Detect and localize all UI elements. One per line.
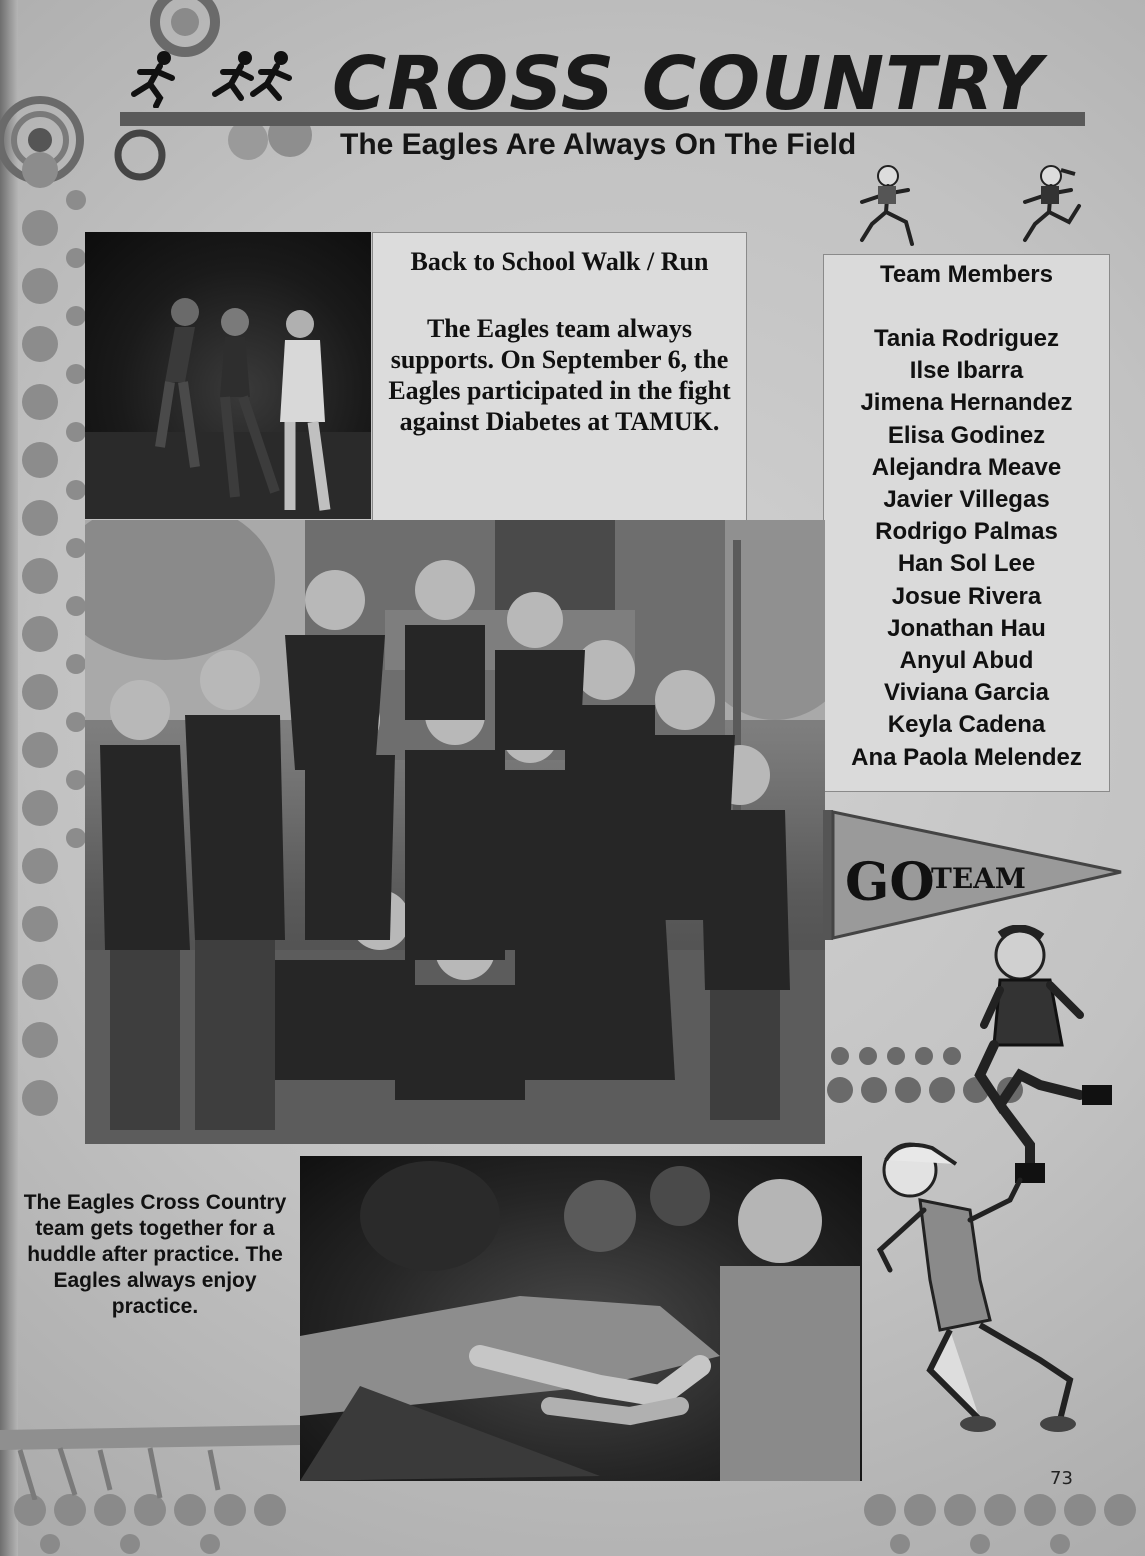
double-runner-icon (205, 48, 305, 108)
member-name: Alejandra Meave (871, 453, 1062, 481)
splatter-decoration (0, 1390, 300, 1500)
cartoon-woman-runner-icon (860, 1130, 1100, 1440)
member-name: Ilse Ibarra (909, 357, 1024, 385)
go-team-pennant (823, 810, 1123, 940)
team-members-list (824, 323, 1109, 774)
team-group-photo (85, 520, 825, 1144)
walk-run-body: The Eagles team always supports. On September 6, the Eagles participated in the fight against Diabetes at TAMUK. (388, 314, 731, 436)
huddle-caption: The Eagles Cross Country team gets together for a huddle after practice. The Eagles always enjoy practice. (23, 1191, 287, 1318)
member-name: Viviana Garcia (884, 679, 1049, 707)
cartoon-runner-icon (842, 160, 942, 255)
walk-run-photo (85, 232, 371, 519)
member-name: Josue Rivera (891, 582, 1042, 610)
member-name: Jonathan Hau (887, 614, 1046, 642)
walk-run-caption-box (372, 232, 747, 522)
walk-run-heading: Back to School Walk / Run (410, 247, 709, 276)
pennant-team-text: TEAM (931, 862, 1026, 895)
member-name: Ana Paola Melendez (851, 743, 1082, 771)
runner-icon (120, 48, 190, 108)
pennant-go-text: GO (845, 852, 935, 913)
member-name: Keyla Cadena (887, 711, 1046, 739)
team-members-heading: Team Members (880, 261, 1053, 288)
member-name: Tania Rodriguez (874, 325, 1059, 352)
huddle-photo (300, 1156, 862, 1481)
page-subtitle: The Eagles Are Always On The Field (340, 128, 857, 161)
member-name: Rodrigo Palmas (875, 518, 1058, 546)
cartoon-runner-icon (1005, 160, 1105, 255)
member-name: Jimena Hernandez (860, 389, 1073, 417)
member-name: Elisa Godinez (887, 421, 1046, 449)
member-name: Javier Villegas (883, 486, 1050, 514)
member-name: Han Sol Lee (897, 550, 1036, 578)
team-members-box (823, 254, 1110, 792)
page-number: 73 (1050, 1468, 1073, 1489)
page-title: CROSS COUNTRY (332, 41, 1043, 127)
member-name: Anyul Abud (899, 647, 1034, 675)
